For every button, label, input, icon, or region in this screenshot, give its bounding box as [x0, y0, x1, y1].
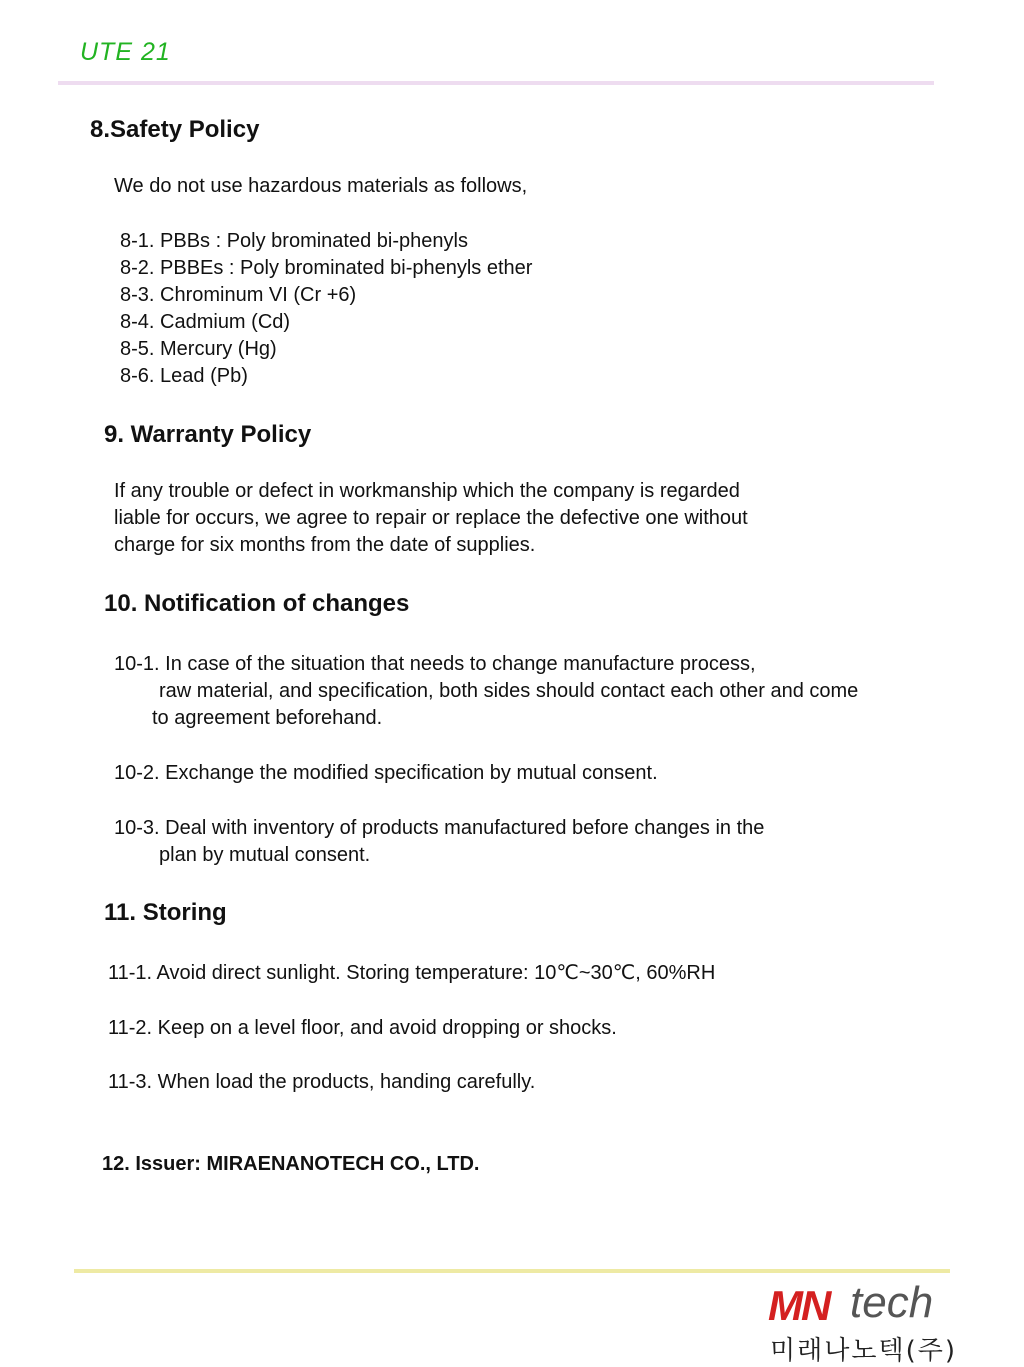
safety-item: 8-6. Lead (Pb): [120, 365, 248, 387]
notification-item-1-line: 10-1. In case of the situation that needs to change manufacture process,: [114, 653, 756, 675]
warranty-line: If any trouble or defect in workmanship which the company is regarded: [114, 480, 740, 502]
logo-mn-mark: MN: [768, 1282, 830, 1329]
storing-item: 11-1. Avoid direct sunlight. Storing temperature: 10℃~30℃, 60%RH: [108, 962, 716, 984]
notification-heading: 10. Notification of changes: [104, 590, 410, 617]
company-logo: [768, 1278, 958, 1366]
issuer-line: 12. Issuer: MIRAENANOTECH CO., LTD.: [102, 1153, 480, 1175]
bottom-divider: [74, 1269, 950, 1273]
safety-policy-intro: We do not use hazardous materials as follows,: [114, 175, 528, 197]
safety-item: 8-3. Chrominum VI (Cr +6): [120, 284, 357, 306]
safety-policy-heading: 8.Safety Policy: [90, 116, 260, 143]
logo-korean-name: 미래나노텍(주): [770, 1336, 957, 1366]
safety-item: 8-1. PBBs : Poly brominated bi-phenyls: [120, 230, 468, 252]
notification-item-3-line: 10-3. Deal with inventory of products manufactured before changes in the: [114, 817, 765, 839]
safety-item: 8-4. Cadmium (Cd): [120, 311, 291, 333]
top-divider: [58, 81, 934, 85]
storing-item: 11-3. When load the products, handing carefully.: [108, 1071, 536, 1093]
document-code: UTE 21: [80, 38, 171, 66]
storing-heading: 11. Storing: [104, 899, 227, 926]
warranty-line: charge for six months from the date of supplies.: [114, 534, 536, 556]
safety-item: 8-2. PBBEs : Poly brominated bi-phenyls ether: [120, 257, 533, 279]
storing-item: 11-2. Keep on a level floor, and avoid dropping or shocks.: [108, 1017, 617, 1039]
notification-item-3-line: plan by mutual consent.: [159, 844, 371, 866]
notification-item-1-line: to agreement beforehand.: [152, 707, 383, 729]
notification-item-1-line: raw material, and specification, both sides should contact each other and come: [159, 680, 859, 702]
safety-item: 8-5. Mercury (Hg): [120, 338, 277, 360]
warranty-line: liable for occurs, we agree to repair or replace the defective one without: [114, 507, 748, 529]
warranty-policy-heading: 9. Warranty Policy: [104, 421, 312, 448]
notification-item-2: 10-2. Exchange the modified specification by mutual consent.: [114, 762, 658, 784]
logo-tech-wordmark: tech: [850, 1278, 934, 1327]
